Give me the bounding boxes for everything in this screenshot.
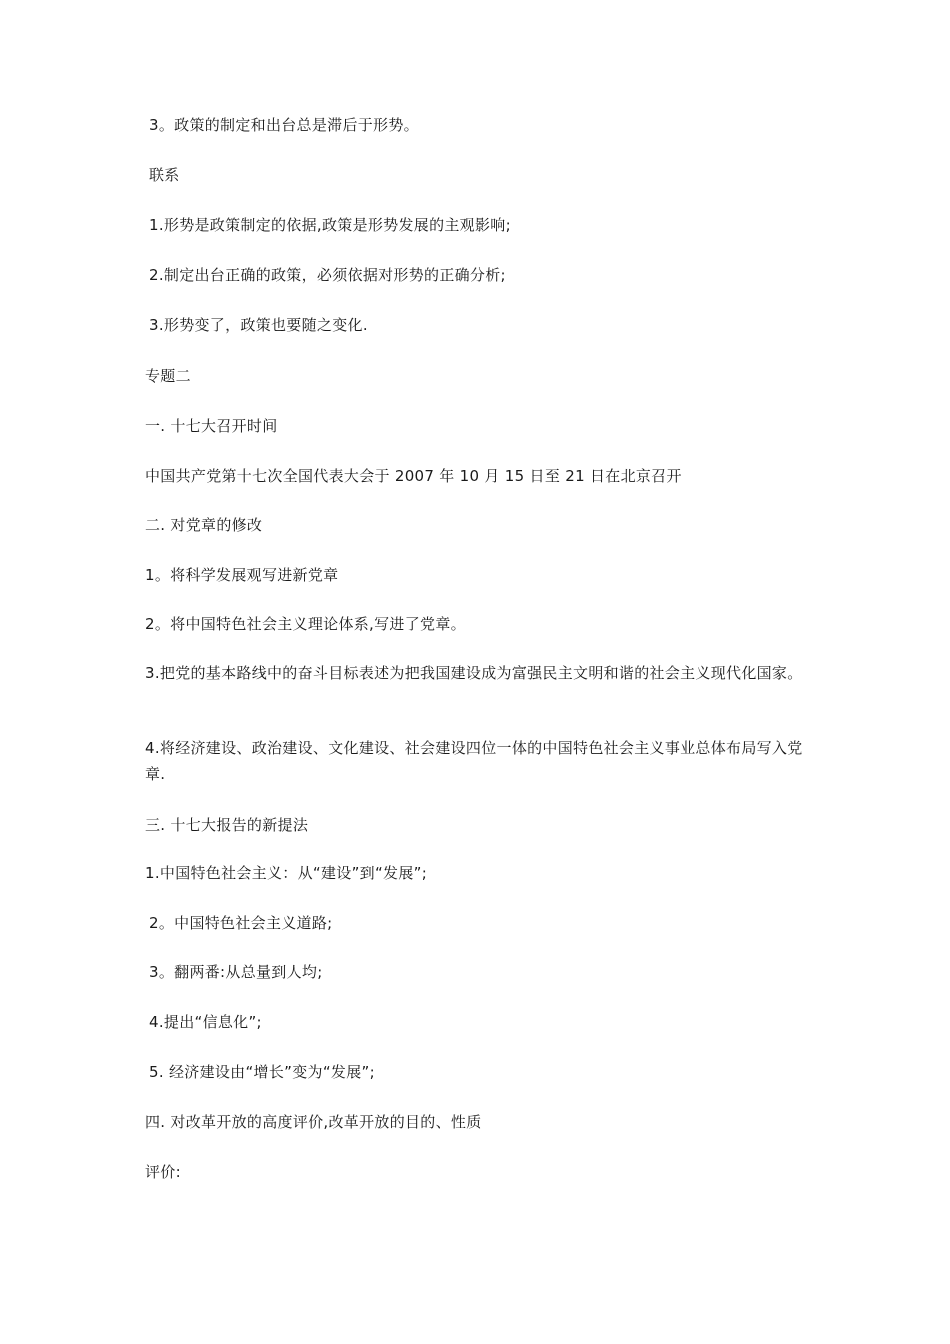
section-three-heading: 三. 十七大报告的新提法 bbox=[145, 816, 309, 834]
new-formulation-1: 1.中国特色社会主义：从“建设”到“发展”; bbox=[145, 864, 428, 882]
evaluation-label: 评价: bbox=[145, 1163, 181, 1181]
charter-change-3: 3.把党的基本路线中的奋斗目标表述为把我国建设成为富强民主文明和谐的社会主义现代化国家。 bbox=[145, 664, 803, 682]
section-four-heading: 四. 对改革开放的高度评价,改革开放的目的、性质 bbox=[145, 1113, 482, 1131]
new-formulation-5: 5. 经济建设由“增长”变为“发展”; bbox=[149, 1063, 375, 1081]
connection-item-2: 2.制定出台正确的政策，必须依据对形势的正确分析; bbox=[149, 266, 506, 284]
section-one-heading: 一. 十七大召开时间 bbox=[145, 417, 278, 435]
charter-change-2: 2。将中国特色社会主义理论体系,写进了党章。 bbox=[145, 615, 466, 633]
charter-change-1: 1。将科学发展观写进新党章 bbox=[145, 566, 339, 584]
section-two-heading: 二. 对党章的修改 bbox=[145, 516, 263, 534]
connection-heading: 联系 bbox=[149, 166, 180, 184]
new-formulation-3: 3。翻两番:从总量到人均; bbox=[149, 963, 323, 981]
connection-item-1: 1.形势是政策制定的依据,政策是形势发展的主观影响; bbox=[149, 216, 511, 234]
new-formulation-4: 4.提出“信息化”; bbox=[149, 1013, 262, 1031]
congress-date-text: 中国共产党第十七次全国代表大会于 2007 年 10 月 15 日至 21 日在北京召开 bbox=[145, 467, 682, 485]
new-formulation-2: 2。中国特色社会主义道路; bbox=[149, 914, 333, 932]
charter-change-4: 4.将经济建设、政治建设、文化建设、社会建设四位一体的中国特色社会主义事业总体布局写入党章. bbox=[145, 739, 803, 783]
topic-two-heading: 专题二 bbox=[145, 367, 191, 385]
policy-lag-item: 3。政策的制定和出台总是滞后于形势。 bbox=[149, 116, 419, 134]
connection-item-3: 3.形势变了，政策也要随之变化. bbox=[149, 316, 368, 334]
